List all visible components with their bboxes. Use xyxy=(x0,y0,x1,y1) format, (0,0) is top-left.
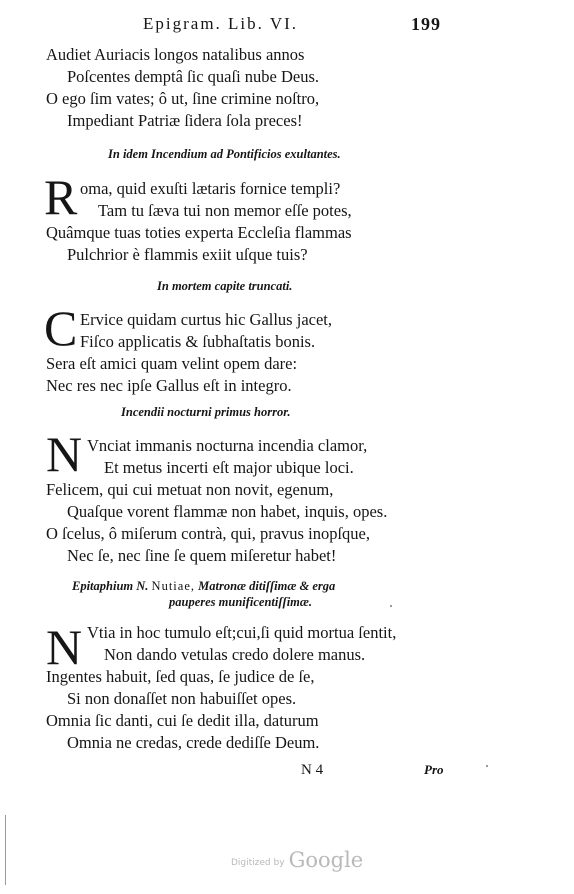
running-title: Epigram. Lib. VI. xyxy=(143,14,299,33)
poem-line: Et metus incerti eſt major ubique loci. xyxy=(104,458,354,477)
page-number: 199 xyxy=(411,14,441,34)
scan-speck xyxy=(390,605,392,607)
title-rest: Matronæ ditiſſimæ & erga xyxy=(198,579,336,593)
catchword: Pro xyxy=(424,762,444,777)
poem-line: Ervice quidam curtus hic Gallus jacet, xyxy=(80,310,332,329)
poem-line: Si non donaſſet non habuiſſet opes. xyxy=(67,689,297,708)
drop-cap: N xyxy=(46,426,83,482)
poem-line: oma, quid exuſti lætaris fornice templi? xyxy=(80,179,341,198)
poem-line: Nec res nec ipſe Gallus eſt in integro. xyxy=(46,376,292,395)
poem-line: Non dando vetulas credo dolere manus. xyxy=(104,645,366,664)
poem-title: In idem Incendium ad Pontificios exultantes. xyxy=(108,147,341,161)
scan-edge-line xyxy=(5,815,6,885)
title-lead: Epitaphium N. xyxy=(72,579,149,593)
drop-cap: R xyxy=(44,169,78,225)
watermark-brand: Google xyxy=(288,848,364,872)
poem-line: Poſcentes demptâ ſic quaſi nube Deus. xyxy=(67,67,320,86)
poem-line: Fiſco applicatis & ſubhaſtatis bonis. xyxy=(80,332,316,351)
poem-title xyxy=(72,579,335,594)
poem-line: Felicem, qui cui metuat non novit, egenum, xyxy=(46,480,334,499)
digitization-watermark xyxy=(231,848,363,872)
title-name: Nutiae, xyxy=(151,579,195,593)
drop-cap: C xyxy=(44,300,78,356)
poem-line: Pulchrior è flammis exiit uſque tuis? xyxy=(67,245,308,264)
poem-line: O ego ſim vates; ô ut, ſine crimine noſtro, xyxy=(46,89,320,108)
poem-line: Quâmque tuas toties experta Eccleſia flammas xyxy=(46,223,352,242)
poem-line: Sera eſt amici quam velint opem dare: xyxy=(46,354,298,373)
watermark-prefix: Digitized by xyxy=(231,858,285,868)
poem-title: Incendii nocturni primus horror. xyxy=(121,405,291,419)
poem-line: Impediant Patriæ ſidera ſola preces! xyxy=(67,111,303,130)
poem-line: Audiet Auriacis longos natalibus annos xyxy=(46,45,305,64)
poem-line: Tam tu ſæva tui non memor eſſe potes, xyxy=(98,201,352,220)
poem-title: In mortem capite truncati. xyxy=(157,279,293,293)
poem-line: Vnciat immanis nocturna incendia clamor, xyxy=(87,436,368,455)
poem-line: O ſcelus, ô miſerum contrà, qui, pravus inopſque, xyxy=(46,524,370,543)
poem-line: Ingentes habuit, ſed quas, ſe judice de ſe, xyxy=(46,667,315,686)
poem-line: Omnia ſic danti, cui ſe dedit illa, daturum xyxy=(46,711,319,730)
signature-mark: N 4 xyxy=(301,762,324,778)
poem-line: Nec ſe, nec ſine ſe quem miſeretur habet! xyxy=(67,546,337,565)
scan-speck xyxy=(486,765,488,767)
drop-cap: N xyxy=(46,619,83,675)
poem-line: Vtia in hoc tumulo eſt;cui,ſi quid mortua ſentit, xyxy=(87,623,397,642)
poem-title-line2: pauperes munificentiſſimæ. xyxy=(169,595,313,609)
poem-line: Omnia ne credas, crede dediſſe Deum. xyxy=(67,733,320,752)
poem-line: Quaſque vorent flammæ non habet, inquis, opes. xyxy=(67,502,388,521)
